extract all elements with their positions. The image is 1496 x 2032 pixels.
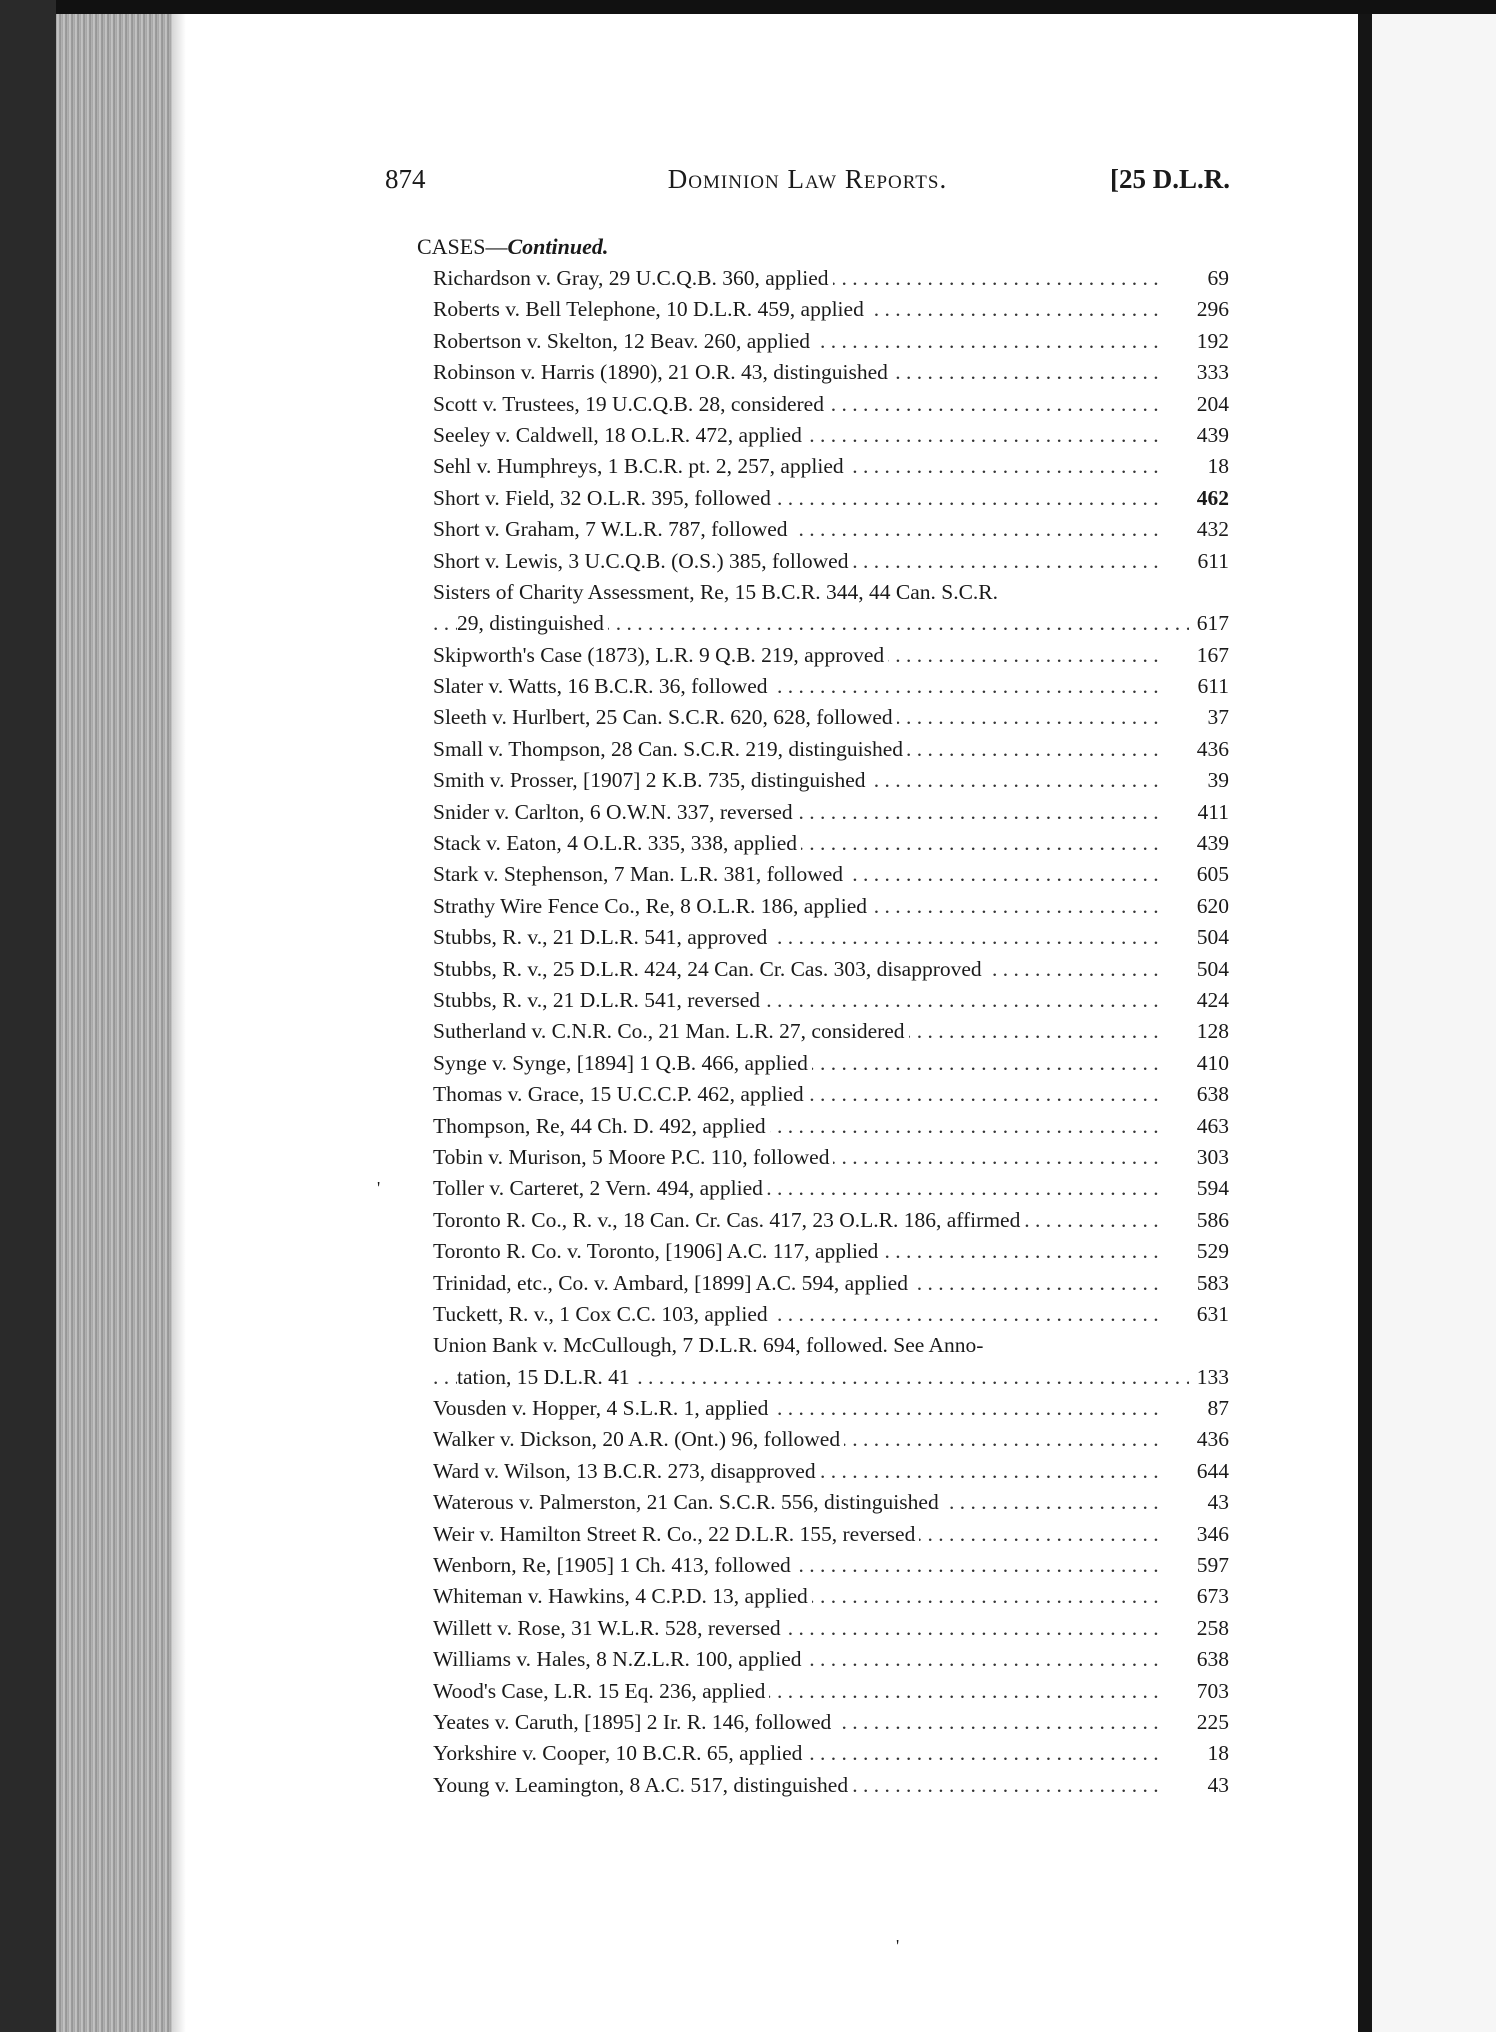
case-citation-text: Sleeth v. Hurlbert, 25 Can. S.C.R. 620, 628, followed [433,705,897,729]
case-entry [433,1016,1229,1047]
facing-page [1372,14,1496,2032]
case-page-number: 303 [1196,1144,1229,1169]
case-page-number: 644 [1196,1458,1229,1483]
case-page-number: 296 [1196,297,1229,322]
case-entry [433,702,1229,733]
case-citation-text: Young v. Leamington, 8 A.C. 517, distinguished [433,1773,852,1797]
case-citation-text: 29, distinguished [457,611,608,635]
case-citation [433,1111,1165,1142]
case-page-number: 128 [1196,1019,1229,1044]
case-citation [433,357,1165,388]
case-citation-text: Toller v. Carteret, 2 Vern. 494, applied [433,1176,767,1200]
case-page-number: 703 [1196,1678,1229,1703]
case-entry [433,546,1229,577]
case-entry [433,294,1229,325]
case-citation-text: Synge v. Synge, [1894] 1 Q.B. 466, applied [433,1051,812,1075]
case-page-number: 611 [1197,548,1229,573]
case-page-number: 333 [1196,360,1229,385]
case-citation [433,702,1165,733]
case-citation-text: tation, 15 D.L.R. 41 [457,1365,634,1389]
case-page-number: 18 [1207,1741,1229,1766]
case-citation-text: Stark v. Stephenson, 7 Man. L.R. 381, followed [433,862,847,886]
case-citation [433,1581,1165,1612]
case-entry [433,514,1229,545]
case-citation-text: Ward v. Wilson, 13 B.C.R. 273, disapproved [433,1459,820,1483]
case-page-number: 638 [1196,1082,1229,1107]
case-page-number: 504 [1196,925,1229,950]
case-entry [433,420,1229,451]
case-page-number: 410 [1196,1050,1229,1075]
case-citation-text: Snider v. Carlton, 6 O.W.N. 337, reversed [433,800,797,824]
case-entry [433,1644,1229,1675]
case-entry [433,671,1229,702]
case-citation-text: Stubbs, R. v., 21 D.L.R. 541, approved [433,925,771,949]
case-entry [433,1330,1229,1361]
case-entry [433,640,1229,671]
case-citation [433,1205,1165,1236]
case-entry [433,1173,1229,1204]
case-citation [433,828,1165,859]
case-citation [433,1142,1165,1173]
page-edges [56,14,172,2032]
case-citation [433,1268,1165,1299]
bottom-mark: ' [896,1936,900,1956]
case-page-number: 631 [1196,1301,1229,1326]
case-entry [433,1299,1229,1330]
case-entry [433,1236,1229,1267]
case-page-number: 463 [1196,1113,1229,1138]
case-entry [433,922,1229,953]
case-entry [433,1738,1229,1769]
case-citation [433,483,1165,514]
case-citation [433,1424,1165,1455]
case-page-number: 424 [1196,987,1229,1012]
case-citation-text: Sisters of Charity Assessment, Re, 15 B.C.R. 344, 44 Can. S.C.R. [433,580,1002,604]
case-page-number: 18 [1207,454,1229,479]
case-citation [433,1519,1165,1550]
case-citation-text: Short v. Field, 32 O.L.R. 395, followed [433,486,775,510]
case-page-number: 167 [1196,642,1229,667]
volume-reference: [25 D.L.R. [1110,164,1230,194]
case-citation [433,1173,1165,1204]
book-spine [0,0,56,2032]
case-citation [433,1236,1165,1267]
section-heading [417,234,608,260]
case-citation-text: Weir v. Hamilton Street R. Co., 22 D.L.R. 155, reversed [433,1522,919,1546]
case-entry [433,1205,1229,1236]
case-citation [433,1362,1189,1393]
case-citation [433,1393,1165,1424]
case-citation [433,1550,1165,1581]
case-entry [433,1613,1229,1644]
case-citation-text: Strathy Wire Fence Co., Re, 8 O.L.R. 186, applied [433,894,871,918]
case-citation [433,1487,1165,1518]
case-citation-text: Trinidad, etc., Co. v. Ambard, [1899] A.C. 594, applied [433,1271,912,1295]
case-citation-text: Thompson, Re, 44 Ch. D. 492, applied [433,1114,770,1138]
case-citation [433,1456,1165,1487]
case-page-number: 620 [1196,893,1229,918]
running-header [385,164,1230,208]
case-citation [433,1644,1165,1675]
case-citation-text: Scott v. Trustees, 19 U.C.Q.B. 28, considered [433,392,828,416]
case-citation [433,546,1165,577]
case-entry [433,797,1229,828]
case-entry [433,389,1229,420]
case-citation-text: Stubbs, R. v., 25 D.L.R. 424, 24 Can. Cr. Cas. 303, disapproved [433,957,986,981]
case-page-number: 594 [1196,1176,1229,1201]
case-entry [433,1770,1229,1801]
case-citation-text: Toronto R. Co. v. Toronto, [1906] A.C. 117, applied [433,1239,882,1263]
case-page-number: 432 [1196,517,1229,542]
case-citation [433,859,1165,890]
case-page-number: 439 [1196,831,1229,856]
case-citation [433,1016,1165,1047]
case-page-number: 39 [1207,768,1229,793]
case-citation [433,326,1165,357]
case-page-number: 673 [1196,1584,1229,1609]
case-page-number: 225 [1196,1709,1229,1734]
case-citation-text: Toronto R. Co., R. v., 18 Can. Cr. Cas. 417, 23 O.L.R. 186, affirmed [433,1208,1024,1232]
case-citation [433,797,1165,828]
case-entry [433,1268,1229,1299]
section-label: CASES— [417,234,508,259]
case-page-number: 133 [1196,1364,1229,1389]
case-citation-text: Sutherland v. C.N.R. Co., 21 Man. L.R. 27, considered [433,1019,909,1043]
case-citation [433,451,1165,482]
case-entry [433,1424,1229,1455]
case-page-number: 411 [1197,799,1229,824]
case-entry [433,1393,1229,1424]
case-entry [433,483,1229,514]
case-citation [433,1079,1165,1110]
case-entry [433,451,1229,482]
case-page-number: 436 [1196,736,1229,761]
case-entry [433,765,1229,796]
case-page-number: 69 [1207,266,1229,290]
case-page-number: 439 [1196,422,1229,447]
case-citation [433,985,1165,1016]
case-entry [433,1487,1229,1518]
case-entry [433,608,1229,639]
case-entry [433,1079,1229,1110]
case-citation-text: Roberts v. Bell Telephone, 10 D.L.R. 459, applied [433,297,868,321]
case-citation-text: Vousden v. Hopper, 4 S.L.R. 1, applied [433,1396,772,1420]
case-citation-text: Robinson v. Harris (1890), 21 O.R. 43, distinguished [433,360,892,384]
case-page-number: 529 [1196,1239,1229,1264]
case-citation-text: Wood's Case, L.R. 15 Eq. 236, applied [433,1679,769,1703]
case-entry [433,1550,1229,1581]
case-citation-text: Wenborn, Re, [1905] 1 Ch. 413, followed [433,1553,795,1577]
case-page-number: 462 [1196,485,1229,510]
case-citation [433,514,1165,545]
case-citation [433,1048,1165,1079]
case-citation-text: Skipworth's Case (1873), L.R. 9 Q.B. 219, approved [433,643,888,667]
case-citation [433,420,1165,451]
case-citation [433,389,1165,420]
case-citation [433,1676,1165,1707]
case-entry [433,1456,1229,1487]
case-citation [433,765,1165,796]
case-citation-text: Richardson v. Gray, 29 U.C.Q.B. 360, applied [433,266,833,290]
case-citation-text: Williams v. Hales, 8 N.Z.L.R. 100, applied [433,1647,806,1671]
case-citation [433,891,1165,922]
case-citation [433,671,1165,702]
case-citation-text: Tobin v. Murison, 5 Moore P.C. 110, followed [433,1145,833,1169]
case-citation-text: Smith v. Prosser, [1907] 2 K.B. 735, distinguished [433,768,870,792]
case-citation-text: Short v. Graham, 7 W.L.R. 787, followed [433,517,792,541]
case-entry [433,859,1229,890]
case-entry [433,1362,1229,1393]
case-citation [433,608,1189,639]
case-citation-text: Walker v. Dickson, 20 A.R. (Ont.) 96, followed [433,1427,844,1451]
case-list [433,263,1229,1801]
case-citation-text: Thomas v. Grace, 15 U.C.C.P. 462, applied [433,1082,808,1106]
case-page-number: 436 [1196,1427,1229,1452]
case-page-number: 611 [1197,674,1229,699]
case-citation [433,294,1165,325]
case-citation-text: Willett v. Rose, 31 W.L.R. 528, reversed [433,1616,785,1640]
case-citation [433,1707,1165,1738]
case-citation-text: Slater v. Watts, 16 B.C.R. 36, followed [433,674,772,698]
case-citation [433,263,1165,294]
case-citation [433,1330,1165,1361]
case-citation-text: Stubbs, R. v., 21 D.L.R. 541, reversed [433,988,764,1012]
page-number: 874 [385,164,426,194]
margin-mark: ' [377,1178,381,1198]
page-gutter-shadow [172,14,186,2032]
case-entry [433,1048,1229,1079]
case-entry [433,326,1229,357]
scan-top-border [0,0,1496,14]
case-page-number: 258 [1196,1615,1229,1640]
case-entry [433,1519,1229,1550]
case-page-number: 192 [1196,328,1229,353]
case-page-number: 43 [1207,1772,1229,1797]
case-citation [433,954,1165,985]
case-citation-text: Stack v. Eaton, 4 O.L.R. 335, 338, applied [433,831,801,855]
running-title: Dominion Law Reports. [667,164,948,194]
case-citation-text: Waterous v. Palmerston, 21 Can. S.C.R. 556, distinguished [433,1490,943,1514]
case-page-number: 617 [1196,611,1229,636]
case-entry [433,985,1229,1016]
case-page-number: 37 [1207,705,1229,730]
case-citation [433,640,1165,671]
case-entry [433,891,1229,922]
case-entry [433,1707,1229,1738]
case-page-number: 504 [1196,956,1229,981]
case-citation [433,577,1165,608]
case-entry [433,1111,1229,1142]
case-citation-text: Whiteman v. Hawkins, 4 C.P.D. 13, applied [433,1584,812,1608]
case-entry [433,263,1229,294]
case-page-number: 586 [1196,1207,1229,1232]
case-citation-text: Yeates v. Caruth, [1895] 2 Ir. R. 146, followed [433,1710,835,1734]
case-citation-text: Seeley v. Caldwell, 18 O.L.R. 472, applied [433,423,806,447]
case-entry [433,954,1229,985]
case-citation [433,1770,1165,1801]
case-citation-text: Yorkshire v. Cooper, 10 B.C.R. 65, applied [433,1741,806,1765]
case-citation [433,1738,1165,1769]
case-page-number: 204 [1196,391,1229,416]
case-entry [433,734,1229,765]
case-page-number: 605 [1196,862,1229,887]
section-continued: Continued. [507,234,609,259]
case-citation-text: Robertson v. Skelton, 12 Beav. 260, applied [433,329,814,353]
case-citation [433,922,1165,953]
case-entry [433,1581,1229,1612]
case-page-number: 597 [1196,1553,1229,1578]
case-citation-text: Small v. Thompson, 28 Can. S.C.R. 219, distinguished [433,737,907,761]
case-citation-text: Short v. Lewis, 3 U.C.Q.B. (O.S.) 385, followed [433,549,852,573]
case-citation [433,1613,1165,1644]
right-page-gutter [1358,14,1372,2032]
case-page-number: 638 [1196,1647,1229,1672]
case-citation [433,1299,1165,1330]
case-citation-text: Tuckett, R. v., 1 Cox C.C. 103, applied [433,1302,772,1326]
case-entry [433,577,1229,608]
case-citation-text: Sehl v. Humphreys, 1 B.C.R. pt. 2, 257, applied [433,454,848,478]
case-page-number: 583 [1196,1270,1229,1295]
case-page-number: 346 [1196,1521,1229,1546]
case-page-number: 87 [1207,1396,1229,1421]
case-citation [433,734,1165,765]
case-citation-text: Union Bank v. McCullough, 7 D.L.R. 694, followed. See Anno- [433,1333,987,1357]
case-entry [433,828,1229,859]
case-entry [433,1676,1229,1707]
case-entry [433,357,1229,388]
case-page-number: 43 [1207,1490,1229,1515]
case-entry [433,1142,1229,1173]
